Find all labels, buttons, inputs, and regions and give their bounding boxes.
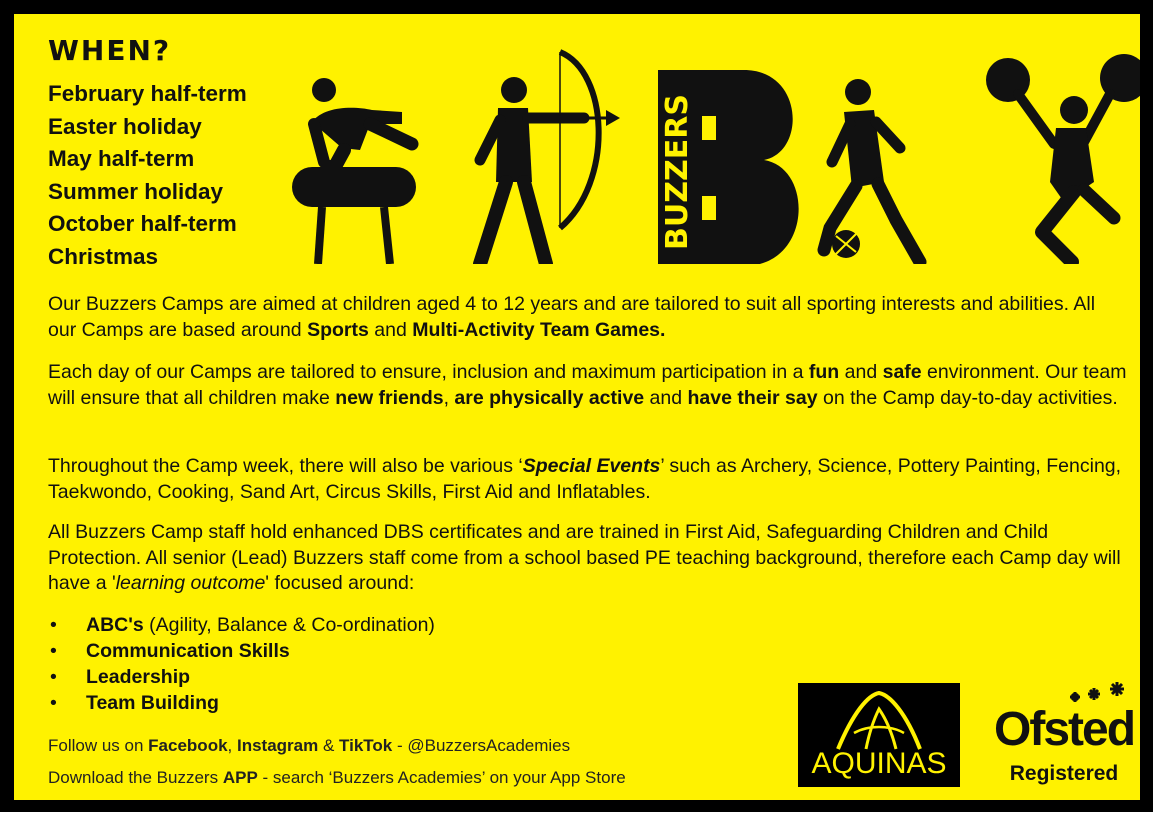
- camp-date: May half-term: [48, 146, 195, 171]
- social-media-line: Follow us on Facebook, Instagram & TikTok - @BuzzersAcademies: [48, 736, 571, 755]
- list-item: • Leadership: [50, 666, 191, 688]
- archery-icon: [480, 52, 620, 264]
- cheerleader-icon: [986, 54, 1140, 262]
- list-item: • ABC's (Agility, Balance & Co-ordination): [50, 614, 435, 636]
- gymnastics-icon: [292, 78, 416, 264]
- ofsted-wordmark: Ofsted: [994, 703, 1135, 756]
- list-item: • Team Building: [50, 692, 219, 714]
- camp-dates-list: [48, 78, 247, 273]
- buzzers-logo: [658, 70, 799, 264]
- sports-icons-row: [284, 32, 1140, 264]
- intro-paragraph: Our Buzzers Camps are aimed at children aged 4 to 12 years and are tailored to suit all sporting interests and abilities. All our Camps are based around Sports and Multi-Activity Team Games.: [48, 293, 1096, 341]
- camp-date: October half-term: [48, 211, 237, 236]
- ofsted-registered: Registered: [1009, 762, 1119, 785]
- learning-outcomes-list: [48, 612, 435, 716]
- flyer: [14, 14, 1140, 800]
- special-events-paragraph: Throughout the Camp week, there will also be various ‘Special Events’ such as Archery, Science, Pottery Painting, Fencing, Taekwondo, Cooking, Sand Art, Circus Skills, First Aid and Inflatables.: [48, 455, 1122, 503]
- aquinas-label: AQUINAS: [811, 747, 947, 780]
- camp-date: Christmas: [48, 243, 159, 269]
- when-heading: WHEN?: [48, 34, 172, 67]
- app-download-line: Download the Buzzers APP - search ‘Buzzers Academies’ on your App Store: [48, 768, 626, 787]
- football-icon: [824, 79, 920, 262]
- camp-date: Summer holiday: [48, 178, 224, 204]
- camp-date: February half-term: [48, 81, 247, 106]
- list-item: • Communication Skills: [50, 640, 290, 662]
- inclusion-paragraph: Each day of our Camps are tailored to ensure, inclusion and maximum participation in a fun and safe environment. Our team will ensure that all children make new friends, are physically active and have their say on the Camp day-to-day activities.: [48, 361, 1127, 409]
- aquinas-logo: [798, 683, 960, 787]
- ofsted-logo: [994, 680, 1140, 790]
- buzzers-logo-text: BUZZERS: [660, 94, 695, 250]
- ofsted-stars-icon: [1064, 680, 1134, 704]
- camp-date: Easter holiday: [48, 113, 202, 139]
- staff-paragraph: All Buzzers Camp staff hold enhanced DBS certificates and are trained in First Aid, Safeguarding Children and Child Protection. All senior (Lead) Buzzers staff come from a school based PE teaching background, therefore each Camp day will have a 'learning outcome' focused around:: [48, 521, 1121, 594]
